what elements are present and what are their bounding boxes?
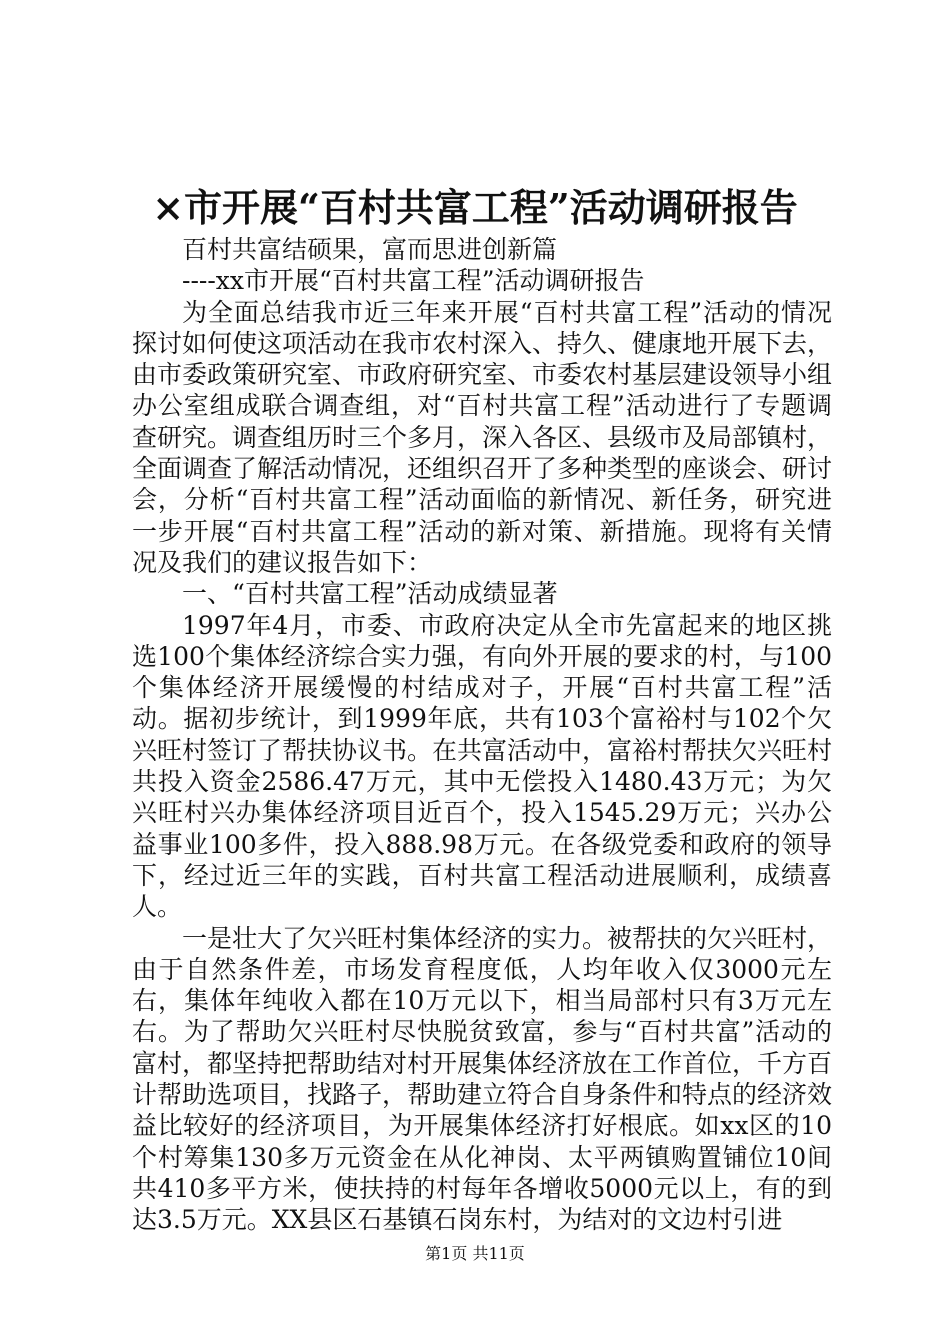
paragraph: 为全面总结我市近三年来开展“百村共富工程”活动的情况探讨如何使这项活动在我市农村深入、持久、健康地开展下去，由市委政策研究室、市政府研究室、市委农村基层建设领导小组办公室组成联合调查组，对“百村共富工程”活动进行了专题调查研究。调查组历时三个多月，深入各区、县级市及局部镇村，全面调查了解活动情况，还组织召开了多种类型的座谈会、研讨会，分析“百村共富工程”活动面临的新情况、新任务，研究进一步开展“百村共富工程”活动的新对策、新措施。现将有关情况及我们的建议报告如下： <box>132 297 833 577</box>
subtitle-secondary: ----xx市开展“百村共富工程”活动调研报告 <box>182 266 645 296</box>
subtitle: 百村共富结硕果，富而思进创新篇 <box>182 235 558 264</box>
page-footer: 第1页 共11页 <box>425 1244 525 1263</box>
paragraph: 一是壮大了欠兴旺村集体经济的实力。被帮扶的欠兴旺村，由于自然条件差，市场发育程度低，人均年收入仅3000元左右，集体年纯收入都在10万元以下，相当局部村只有3万元左右。为了帮助欠兴旺村尽快脱贫致富，参与“百村共富”活动的富村，都坚持把帮助结对村开展集体经济放在工作首位，千方百计帮助选项目，找路子，帮助建立符合自身条件和特点的经济效益比较好的经济项目，为开展集体经济打好根底。如xx区的10个村筹集130多万元资金在从化神岗、太平两镇购置铺位10间共410多平方米，使扶持的村每年各增收5000元以上，有的到达3.5万元。XX县区石基镇石岗东村，为结对的文边村引进 <box>132 923 833 1235</box>
document-title: ×市开展“百村共富工程”活动调研报告 <box>152 185 798 230</box>
section-heading: 一、“百村共富工程”活动成绩显著 <box>182 579 558 609</box>
paragraph: 1997年4月，市委、市政府决定从全市先富起来的地区挑选100个集体经济综合实力强，有向外开展的要求的村，与100个集体经济开展缓慢的村结成对子，开展“百村共富工程”活动。据初步统计，到1999年底，共有103个富裕村与102个欠兴旺村签订了帮扶协议书。在共富活动中，富裕村帮扶欠兴旺村共投入资金2586.47万元，其中无偿投入1480.43万元；为欠兴旺村兴办集体经济项目近百个，投入1545.29万元；兴办公益事业100多件，投入888.98万元。在各级党委和政府的领导下，经过近三年的实践，百村共富工程活动进展顺利，成绩喜人。 <box>132 610 833 922</box>
document-body <box>132 234 832 1236</box>
